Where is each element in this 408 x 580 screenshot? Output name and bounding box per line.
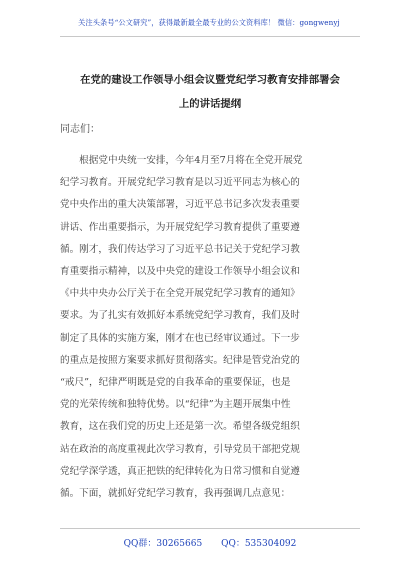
- paragraph-line: 的重点是按照方案要求抓好贯彻落实。纪律是管党治党的: [60, 354, 300, 366]
- paragraph-line: 循。刚才，我们传达学习了习近平总书记关于党纪学习教: [60, 243, 300, 255]
- paragraph-line: 党纪学深学透，真正把铁的纪律转化为日常习惯和自觉遵: [60, 465, 300, 477]
- title-line-2: 上的讲话提纲: [178, 98, 242, 110]
- salutation: 同志们：: [60, 124, 100, 135]
- paragraph-line: 根据党中央统一安排，今年4月至7月将在全党开展党: [60, 155, 303, 166]
- paragraph-line: 党的光荣传统和独特优势。以“纪律”为主题开展集中性: [60, 399, 291, 411]
- header-divider: [60, 36, 360, 37]
- paragraph-line: 纪学习教育。开展党纪学习教育是以习近平同志为核心的: [60, 177, 300, 189]
- page-title: [60, 68, 360, 116]
- footer-qq: QQ：535304092: [221, 539, 297, 549]
- paragraph-line: 站在政治的高度重视此次学习教育，引导党员干部把党规: [60, 443, 300, 455]
- paragraph-line: 《中共中央办公厅关于在全党开展党纪学习教育的通知》: [60, 288, 300, 300]
- paragraph-line: 教育，这在我们党的历史上还是第一次。希望各级党组织: [60, 421, 300, 433]
- footer-contact: [60, 536, 360, 549]
- paragraph-line: 党中央作出的重大决策部署，习近平总书记多次发表重要: [60, 199, 300, 211]
- body-paragraph: [60, 150, 360, 505]
- header-notice: 关注头条号“公文研究”，获得最新最全最专业的公文资料库！ 微信：gongwenyj: [78, 18, 340, 27]
- paragraph-line: 循。下面，就抓好党纪学习教育，我再强调几点意见：: [60, 488, 291, 500]
- footer-divider: [60, 528, 360, 529]
- paragraph-line: “戒尺”，纪律严明既是党的自我革命的重要保证，也是: [60, 377, 291, 389]
- footer-qq-group: QQ群：30265665: [123, 539, 203, 549]
- paragraph-line: 育重要指示精神，以及中央党的建设工作领导小组会议和: [60, 266, 300, 278]
- paragraph-line: 制定了具体的实施方案，刚才在也已经审议通过。下一步: [60, 332, 300, 344]
- paragraph-line: 要求。为了扎实有效抓好本系统党纪学习教育，我们及时: [60, 310, 300, 322]
- title-line-1: 在党的建设工作领导小组会议暨党纪学习教育安排部署会: [80, 74, 340, 86]
- paragraph-line: 讲话、作出重要指示，为开展党纪学习教育提供了重要遵: [60, 221, 300, 233]
